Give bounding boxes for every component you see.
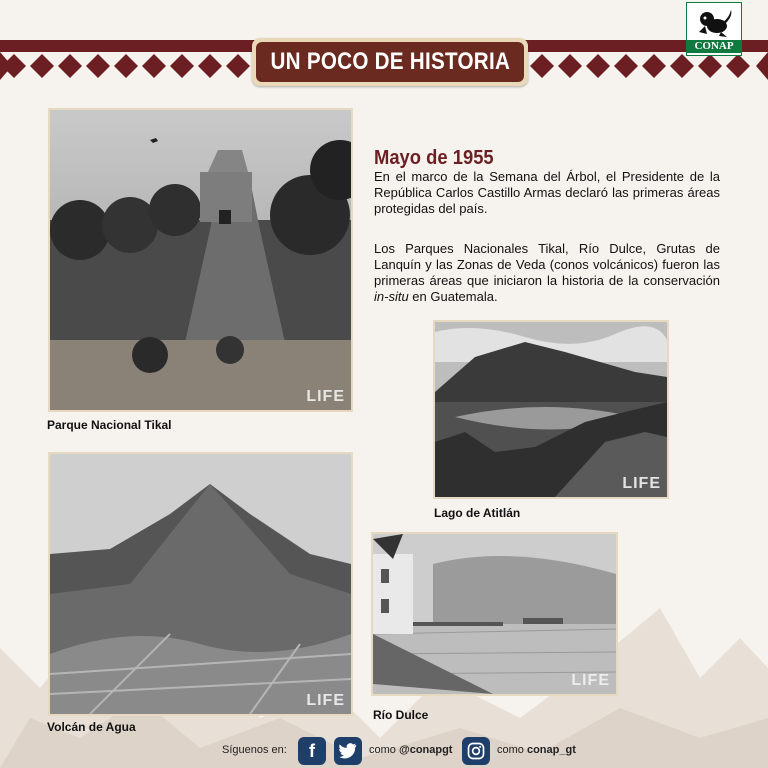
twitter-username[interactable]: @conapgt	[398, 744, 453, 756]
title-plate	[252, 38, 528, 86]
paragraph-2-text: Los Parques Nacionales Tikal, Río Dulce, Grutas de Lanquín y las Zonas de Veda (conos volcánicos) fueron las primeras áreas que iniciaron la historia de la conservación	[374, 241, 720, 288]
atitlan-caption: Lago de Atitlán	[434, 506, 521, 520]
article-heading: Mayo de 1955	[374, 147, 494, 169]
twitter-icon[interactable]	[334, 737, 362, 765]
volcan-agua-caption: Volcán de Agua	[47, 720, 136, 734]
twitter-bird-icon	[339, 743, 357, 759]
facebook-icon[interactable]	[298, 737, 326, 765]
tikal-photo	[48, 108, 353, 412]
handle-prefix: como	[497, 744, 527, 756]
instagram-icon[interactable]	[462, 737, 490, 765]
logo-label: CONAP	[687, 40, 741, 53]
instagram-username[interactable]: conap_gt	[526, 744, 576, 756]
instagram-camera-icon	[467, 742, 485, 760]
instagram-handle	[497, 744, 576, 756]
title-inner	[256, 42, 524, 82]
volcan-agua-photo	[48, 452, 353, 716]
tikal-caption: Parque Nacional Tikal	[47, 418, 172, 432]
follow-label: Síguenos en:	[222, 744, 287, 756]
in-situ-term: in-situ	[374, 289, 409, 304]
rio-dulce-photo	[371, 532, 618, 696]
article-paragraph-1: En el marco de la Semana del Árbol, el Presidente de la República Carlos Castillo Armas declaró las primeras áreas protegidas del país.	[374, 169, 720, 216]
life-watermark: LIFE	[306, 692, 345, 709]
article-paragraph-2	[374, 241, 720, 305]
paragraph-2-end: en Guatemala.	[408, 289, 498, 304]
handle-prefix: como	[369, 744, 399, 756]
life-watermark: LIFE	[306, 388, 345, 405]
conap-logo	[686, 2, 742, 56]
page-title: UN POCO DE HISTORIA	[270, 48, 510, 75]
monkey-icon	[691, 6, 737, 40]
rio-dulce-caption: Río Dulce	[373, 708, 429, 722]
life-watermark: LIFE	[622, 475, 661, 492]
twitter-handle	[369, 744, 452, 756]
facebook-glyph: f	[309, 740, 315, 761]
atitlan-photo	[433, 320, 669, 499]
life-watermark: LIFE	[571, 672, 610, 689]
